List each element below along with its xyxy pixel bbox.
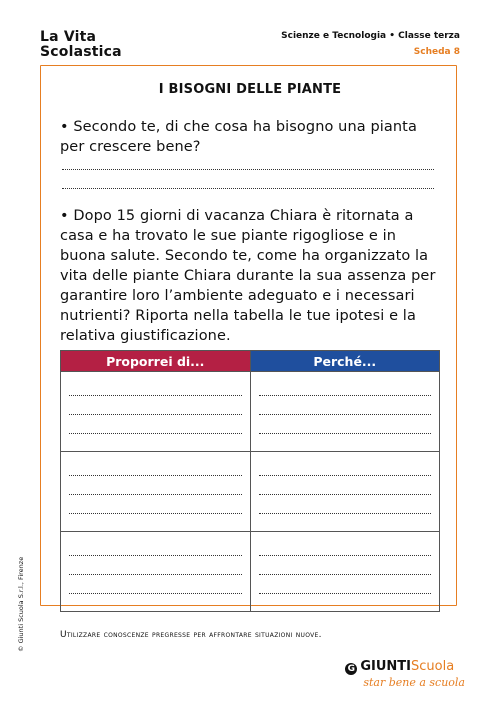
column-header-proposal: Proporrei di... bbox=[61, 351, 251, 372]
logo bbox=[40, 30, 122, 60]
answer-line[interactable] bbox=[62, 168, 434, 170]
sheet-number: Scheda 8 bbox=[413, 47, 460, 57]
table-row bbox=[61, 452, 440, 532]
brand-name-a: GIUNTI bbox=[360, 659, 411, 674]
brand-tagline: star bene a scuola bbox=[363, 676, 465, 689]
copyright-notice: © Giunti Scuola S.r.l., Firenze bbox=[17, 556, 25, 652]
publisher-brand bbox=[345, 660, 465, 691]
answer-table bbox=[60, 350, 440, 612]
answer-cell[interactable] bbox=[250, 452, 440, 532]
page-title: I BISOGNI DELLE PIANTE bbox=[158, 82, 342, 97]
answer-cell[interactable] bbox=[250, 532, 440, 612]
answer-line[interactable] bbox=[62, 187, 434, 189]
table-row bbox=[61, 532, 440, 612]
answer-cell[interactable] bbox=[250, 372, 440, 452]
question-2: • Dopo 15 giorni di vacanza Chiara è ritornata a casa e ha trovato le sue piante rigogliose e in buona salute. Secondo te, come ha organizzato la vita delle piante Chiara durante la sua assenza per garantire loro l’ambiente adeguato e i necessari nutrienti? Riporta nella tabella le tue ipotesi e la relativa giustificazione. bbox=[60, 208, 436, 344]
logo-line1: La Vita bbox=[40, 29, 97, 45]
skill-objective: Utilizzare conoscenze pregresse per affrontare situazioni nuove. bbox=[60, 630, 322, 640]
answer-cell[interactable] bbox=[61, 452, 251, 532]
answer-cell[interactable] bbox=[61, 532, 251, 612]
logo-line2: Scolastica bbox=[40, 44, 122, 60]
header-info bbox=[281, 30, 460, 59]
column-header-reason: Perché... bbox=[250, 351, 440, 372]
giunti-logo-icon: G bbox=[345, 663, 357, 675]
brand-name-b: Scuola bbox=[410, 659, 455, 674]
question-1: • Secondo te, di che cosa ha bisogno una pianta per crescere bene? bbox=[60, 119, 417, 155]
table-row bbox=[61, 372, 440, 452]
answer-cell[interactable] bbox=[61, 372, 251, 452]
subject-label: Scienze e Tecnologia • Classe terza bbox=[281, 31, 460, 41]
